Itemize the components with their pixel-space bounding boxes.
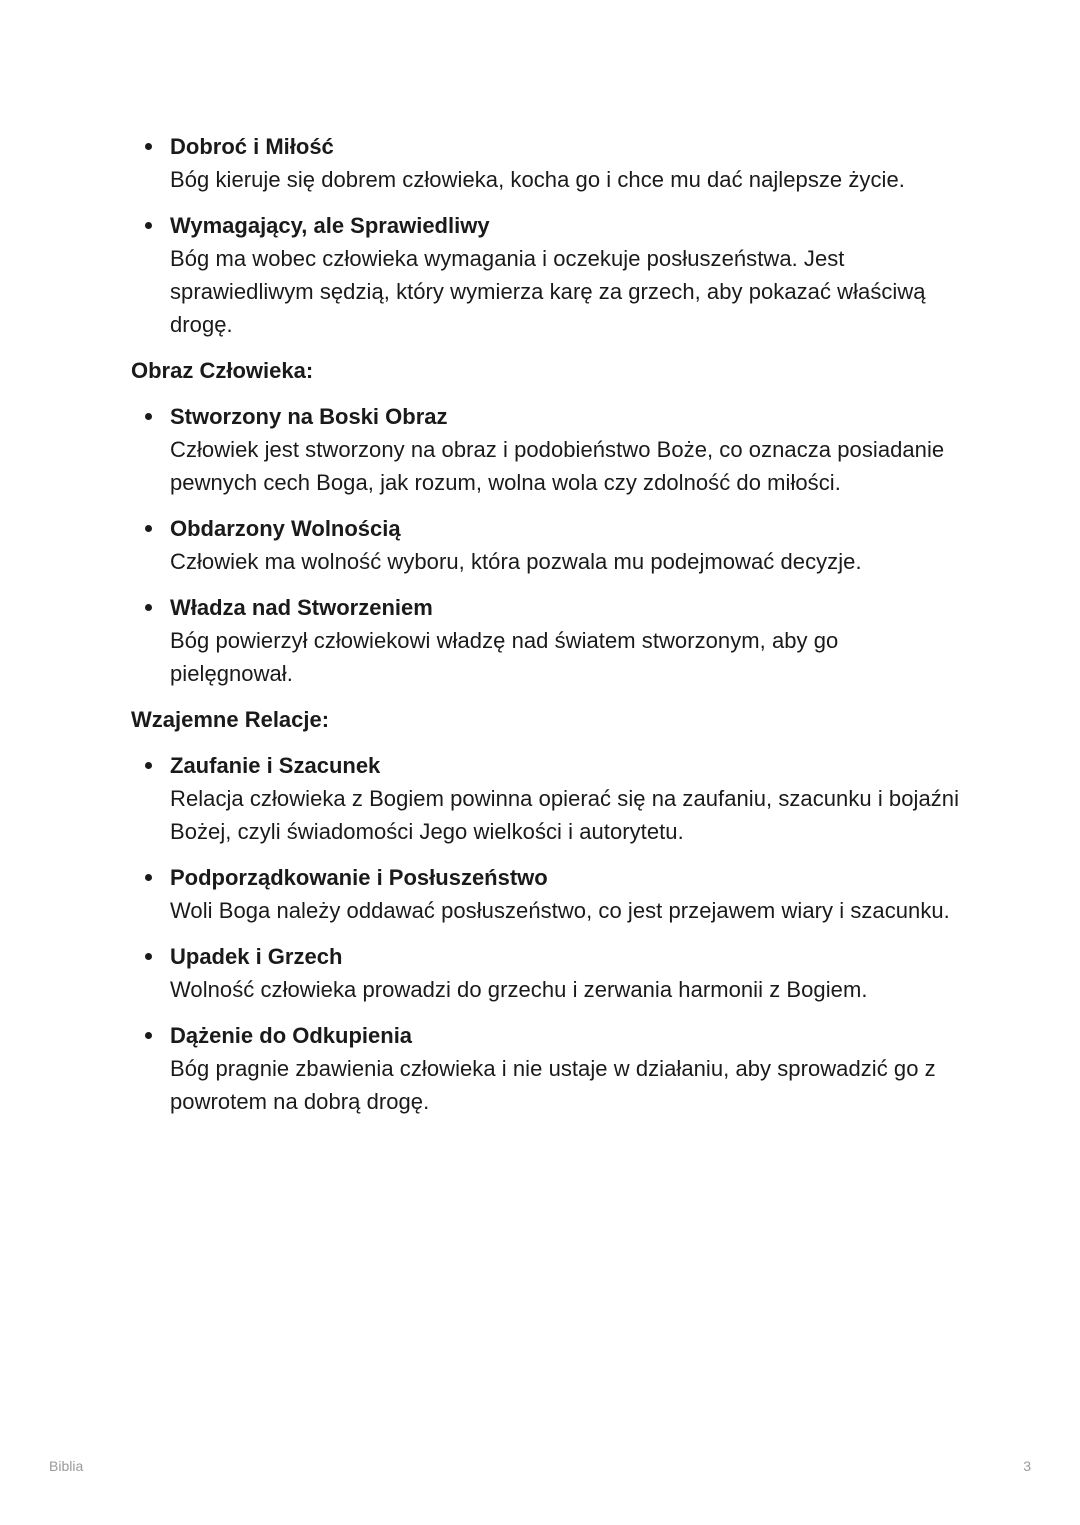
page-content [131, 130, 961, 1131]
item-title: Zaufanie i Szacunek [170, 753, 381, 778]
item-text: Bóg powierzył człowiekowi władzę nad światem stworzonym, aby go pielęgnował. [170, 628, 839, 686]
item-title: Upadek i Grzech [170, 944, 343, 969]
list-item [170, 130, 961, 196]
list-item [170, 400, 961, 499]
item-title: Dobroć i Miłość [170, 134, 334, 159]
item-text: Bóg kieruje się dobrem człowieka, kocha go i chce mu dać najlepsze życie. [170, 167, 905, 192]
item-text: Bóg ma wobec człowieka wymagania i oczekuje posłuszeństwa. Jest sprawiedliwym sędzią, który wymierza karę za grzech, aby pokazać właściwą drogę. [170, 246, 926, 337]
list-item [170, 1019, 961, 1118]
list-item [170, 512, 961, 578]
footer-document-name: Biblia [49, 1458, 84, 1474]
section-heading: Obraz Człowieka: [131, 358, 314, 383]
item-title: Stworzony na Boski Obraz [170, 404, 448, 429]
item-text: Bóg pragnie zbawienia człowieka i nie ustaje w działaniu, aby sprowadzić go z powrotem na dobrą drogę. [170, 1056, 936, 1114]
item-text: Relacja człowieka z Bogiem powinna opierać się na zaufaniu, szacunku i bojaźni Bożej, czyli świadomości Jego wielkości i autorytetu. [170, 786, 960, 844]
list-item [170, 209, 961, 341]
item-title: Wymagający, ale Sprawiedliwy [170, 213, 490, 238]
section-heading: Wzajemne Relacje: [131, 707, 330, 732]
list-item [170, 861, 961, 927]
bullet-list [131, 400, 961, 690]
list-item [170, 591, 961, 690]
bullet-list [131, 749, 961, 1118]
list-item [170, 749, 961, 848]
item-title: Władza nad Stworzeniem [170, 595, 433, 620]
item-text: Wolność człowieka prowadzi do grzechu i zerwania harmonii z Bogiem. [170, 977, 868, 1002]
item-title: Dążenie do Odkupienia [170, 1023, 413, 1048]
footer-page-number: 3 [1023, 1458, 1031, 1474]
item-text: Człowiek jest stworzony na obraz i podobieństwo Boże, co oznacza posiadanie pewnych cech Boga, jak rozum, wolna wola czy zdolność do miłości. [170, 437, 945, 495]
item-title: Obdarzony Wolnością [170, 516, 401, 541]
bullet-list [131, 130, 961, 341]
item-text: Człowiek ma wolność wyboru, która pozwala mu podejmować decyzje. [170, 549, 862, 574]
item-title: Podporządkowanie i Posłuszeństwo [170, 865, 548, 890]
item-text: Woli Boga należy oddawać posłuszeństwo, co jest przejawem wiary i szacunku. [170, 898, 950, 923]
list-item [170, 940, 961, 1006]
